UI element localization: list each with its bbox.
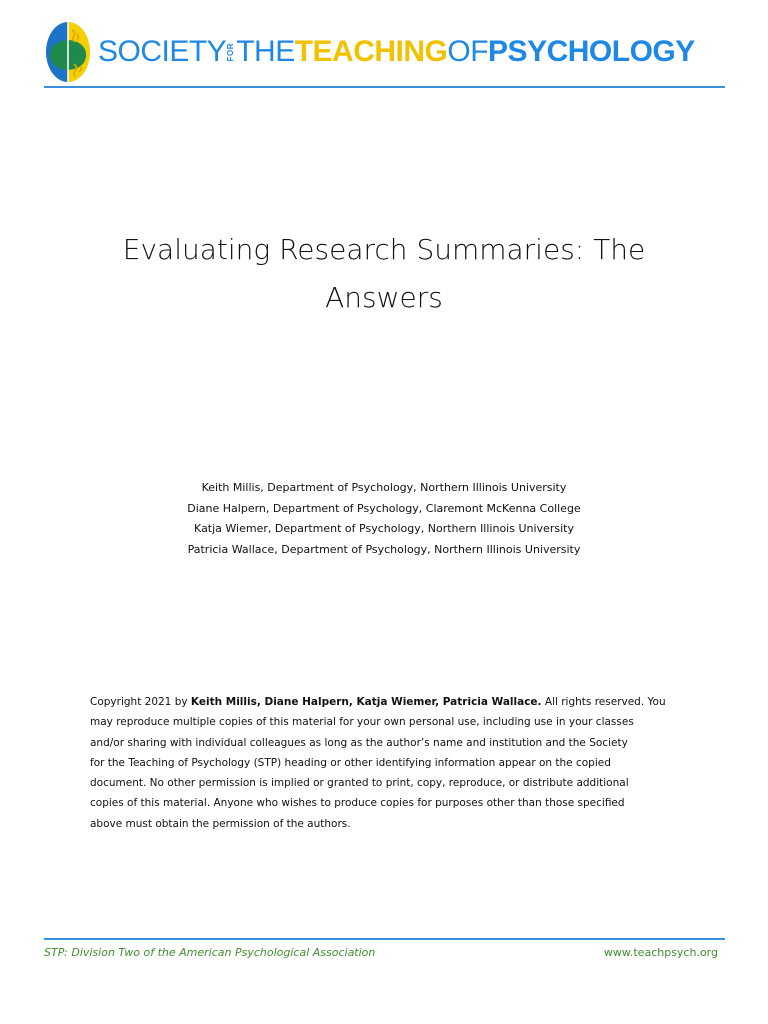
wordmark-teaching: TEACHING (294, 35, 448, 68)
copyright-line: copies of this material. Anyone who wishes to produce copies for purposes other than those specified (90, 797, 625, 810)
copyright-line: above must obtain the permission of the authors. (90, 817, 351, 830)
wordmark-of: OF (447, 35, 489, 68)
copyright-line: for the Teaching of Psychology (STP) heading or other identifying information appear on the copied (90, 756, 611, 769)
author-line: Katja Wiemer, Department of Psychology, Northern Illinois University (194, 522, 574, 535)
footer-website-link[interactable]: www.teachpsych.org (603, 946, 718, 959)
author-line: Keith Millis, Department of Psychology, Northern Illinois University (201, 481, 567, 494)
stp-wordmark (98, 20, 695, 84)
wordmark-the: THE (236, 35, 295, 68)
wordmark-society: SOCIETY (98, 35, 227, 68)
copyright-line1-suffix: All rights reserved. You (541, 696, 666, 708)
stp-brain-logo-icon (44, 20, 92, 84)
footer-divider (44, 938, 725, 940)
wordmark-for: FOR (226, 42, 236, 62)
header (44, 20, 724, 84)
author-line: Diane Halpern, Department of Psychology, Claremont McKenna College (187, 501, 581, 515)
author-line: Patricia Wallace, Department of Psychology, Northern Illinois University (187, 542, 581, 556)
wordmark-psychology: PSYCHOLOGY (488, 35, 695, 68)
document-title (84, 226, 684, 322)
copyright-line: document. No other permission is implied or granted to print, copy, reproduce, or distribute additional (90, 777, 629, 790)
header-divider (44, 86, 725, 88)
title-line-1: Evaluating Research Summaries: The (122, 233, 646, 266)
copyright-line: and/or sharing with individual colleagues as long as the author’s name and institution and the Society (90, 736, 628, 749)
footer-division-text: STP: Division Two of the American Psychological Association (44, 946, 376, 959)
copyright-line: may reproduce multiple copies of this material for your own personal use, including use in your classes (90, 716, 634, 729)
copyright-prefix: Copyright 2021 by (90, 696, 191, 708)
copyright-holders: Keith Millis, Diane Halpern, Katja Wiemer, Patricia Wallace. (190, 696, 542, 708)
title-line-2: Answers (325, 281, 443, 314)
copyright-line (90, 692, 680, 712)
copyright-notice (90, 692, 680, 834)
author-list (84, 478, 684, 560)
